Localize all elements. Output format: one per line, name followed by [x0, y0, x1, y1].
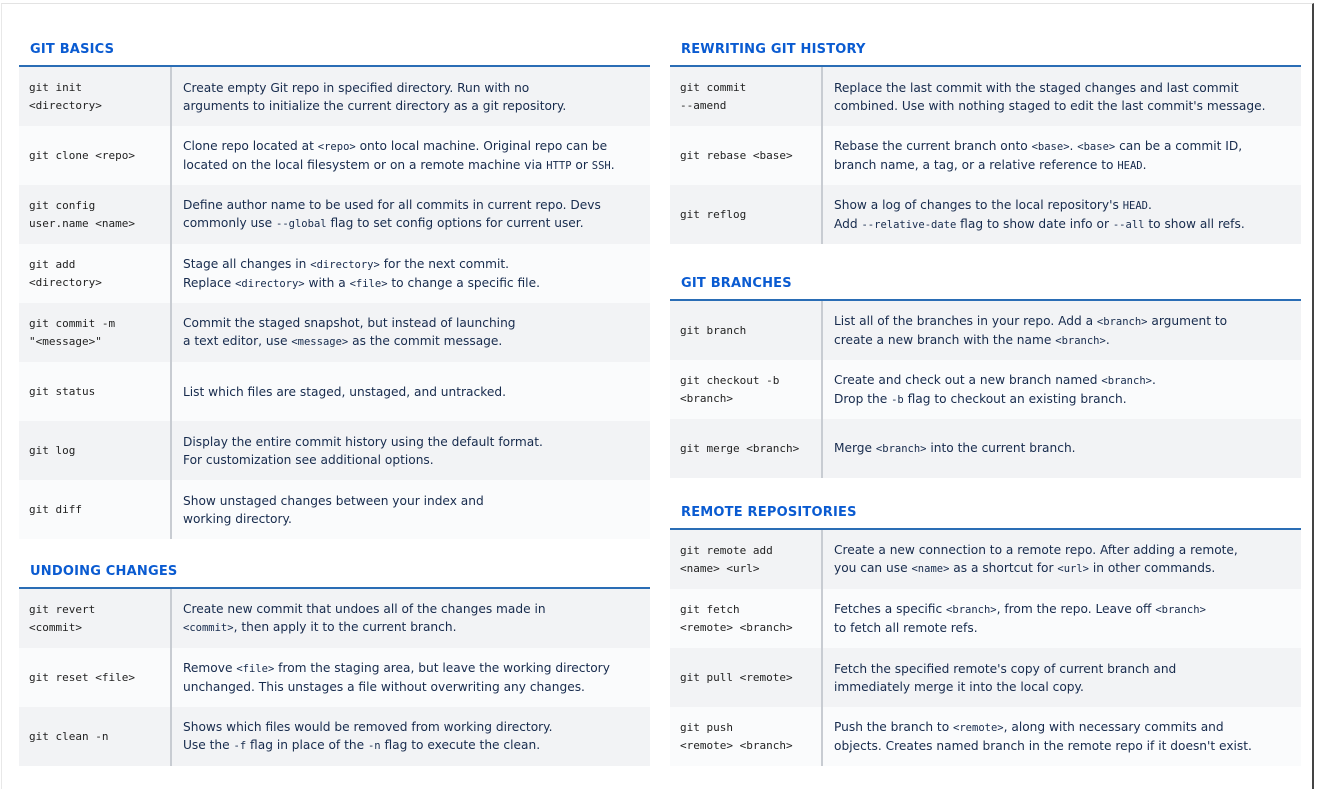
table-row	[19, 362, 650, 421]
section-title: REMOTE REPOSITORIES	[670, 496, 1301, 530]
section-undoing-changes	[19, 555, 650, 766]
table-row	[19, 185, 650, 244]
inline-code: --all	[1112, 218, 1145, 231]
description-cell	[172, 383, 650, 401]
description-text: into the current branch.	[926, 441, 1076, 455]
inline-code: <directory>	[310, 258, 380, 271]
table-row	[19, 67, 650, 126]
command-cell: git status	[19, 362, 172, 421]
description-text: Create new commit that undoes all of the changes made in	[183, 602, 546, 616]
inline-code: <url>	[1057, 563, 1089, 575]
command-table	[670, 301, 1301, 478]
description-text: flag to checkout an existing branch.	[903, 391, 1127, 406]
section-title: REWRITING GIT HISTORY	[670, 33, 1301, 67]
description-text: , from the repo. Leave off	[996, 602, 1156, 616]
command-cell: git merge <branch>	[670, 419, 823, 478]
description-text: flag to execute the clean.	[380, 738, 541, 752]
description-text: onto local machine. Original repo can be	[355, 138, 608, 153]
description-text: unchanged. This unstages a file without overwriting any changes.	[183, 680, 585, 694]
command-cell: git clean -n	[19, 707, 172, 766]
section-git-branches	[670, 267, 1301, 478]
inline-code: <file>	[236, 663, 275, 675]
description-text: Drop the	[834, 391, 892, 406]
description-text: objects. Creates named branch in the remote repo if it doesn't exist.	[834, 739, 1252, 753]
inline-code: --relative-date	[861, 218, 957, 231]
command-table	[670, 67, 1301, 244]
inline-code: SSH	[591, 159, 611, 172]
description-text: to change a specific file.	[387, 275, 540, 290]
description-text: , along with necessary commits and	[1003, 720, 1224, 734]
description-text: you can use	[834, 561, 912, 575]
description-text: Stage all changes in	[183, 256, 311, 271]
description-cell	[823, 196, 1301, 234]
inline-code: <directory>	[235, 277, 305, 290]
description-text: List all of the branches in your repo. Add a	[834, 313, 1097, 328]
description-text: located on the local filesystem or on a remote machine via	[183, 157, 547, 172]
command-cell: git fetch <remote> <branch>	[670, 589, 823, 648]
inline-code: <file>	[349, 277, 388, 290]
description-text: Fetches a specific	[834, 602, 947, 616]
description-text: Shows which files would be removed from working directory.	[183, 720, 553, 734]
inline-code: <name>	[911, 563, 950, 575]
inline-code: <remote>	[953, 722, 1004, 734]
description-text: flag to set config options for current user.	[326, 216, 584, 230]
inline-code: HEAD	[1117, 159, 1143, 172]
command-cell: git commit -m "<message>"	[19, 303, 172, 362]
description-text: Create empty Git repo in specified directory. Run with no	[183, 80, 530, 95]
description-cell	[823, 660, 1301, 696]
section-rewriting-git-history	[670, 33, 1301, 244]
command-cell: git revert <commit>	[19, 589, 172, 648]
description-text: Show a log of changes to the local repository's	[834, 197, 1123, 212]
table-row	[19, 648, 650, 707]
description-text: with a	[304, 275, 350, 290]
description-text: arguments to initialize the current directory as a git repository.	[183, 98, 567, 113]
section-git-basics	[19, 33, 650, 539]
description-cell	[823, 371, 1301, 409]
description-text: .	[610, 157, 615, 172]
description-text: Add	[834, 216, 862, 231]
table-row	[670, 67, 1301, 126]
description-cell	[172, 79, 650, 115]
description-cell	[823, 79, 1301, 115]
table-row	[19, 589, 650, 648]
inline-code: <base>	[1031, 140, 1070, 153]
table-row	[670, 301, 1301, 360]
description-text: .	[1151, 372, 1156, 387]
description-text: to fetch all remote refs.	[834, 621, 978, 635]
table-row	[670, 185, 1301, 244]
command-cell: git checkout -b <branch>	[670, 360, 823, 419]
description-text: Rebase the current branch onto	[834, 138, 1032, 153]
description-text: from the staging area, but leave the working directory	[274, 661, 610, 675]
description-text: Define author name to be used for all commits in current repo. Devs	[183, 198, 601, 212]
command-cell: git add <directory>	[19, 244, 172, 303]
description-text: argument to	[1147, 313, 1228, 328]
description-text: Show unstaged changes between your index and	[183, 493, 484, 508]
description-text: as a shortcut for	[949, 561, 1058, 575]
description-text: Merge	[834, 441, 876, 455]
description-cell	[172, 314, 650, 351]
description-cell	[172, 659, 650, 696]
inline-code: <branch>	[946, 604, 997, 616]
description-text: .	[1105, 332, 1110, 347]
inline-code: HTTP	[546, 159, 572, 172]
description-text: Push the branch to	[834, 720, 954, 734]
command-cell: git push <remote> <branch>	[670, 707, 823, 766]
description-text: Replace	[183, 275, 236, 290]
inline-code: <base>	[1077, 140, 1116, 153]
description-cell	[172, 137, 650, 175]
inline-code: <branch>	[875, 443, 927, 455]
table-row	[670, 419, 1301, 478]
command-cell: git rebase <base>	[670, 126, 823, 185]
description-cell	[823, 137, 1301, 175]
inline-code: -f	[233, 740, 247, 752]
table-row	[19, 244, 650, 303]
description-text: Commit the staged snapshot, but instead of launching	[183, 316, 516, 330]
inline-code: -b	[891, 393, 904, 406]
description-cell	[823, 541, 1301, 578]
table-row	[670, 360, 1301, 419]
inline-code: <commit>	[183, 622, 234, 634]
description-text: in other commands.	[1088, 561, 1216, 575]
description-cell	[172, 492, 650, 528]
section-title: UNDOING CHANGES	[19, 555, 650, 589]
description-cell	[823, 439, 1301, 458]
table-row	[19, 707, 650, 766]
description-text: For customization see additional options.	[183, 452, 434, 467]
command-cell: git pull <remote>	[670, 648, 823, 707]
command-cell: git commit --amend	[670, 67, 823, 126]
description-cell	[172, 433, 650, 469]
description-text: working directory.	[183, 511, 292, 526]
description-cell	[172, 196, 650, 233]
inline-code: <branch>	[1096, 315, 1148, 328]
command-table	[19, 589, 650, 766]
inline-code: <branch>	[1155, 604, 1206, 616]
description-text: commonly use	[183, 216, 277, 230]
description-text: Clone repo located at	[183, 138, 318, 153]
command-cell: git config user.name <name>	[19, 185, 172, 244]
description-text: Use the	[183, 738, 234, 752]
section-remote-repositories	[670, 496, 1301, 766]
command-cell: git clone <repo>	[19, 126, 172, 185]
table-row	[670, 707, 1301, 766]
description-text: Display the entire commit history using the default format.	[183, 434, 543, 449]
description-text: , then apply it to the current branch.	[233, 620, 457, 634]
description-text: .	[1069, 138, 1078, 153]
table-row	[19, 480, 650, 539]
description-text: Create a new connection to a remote repo. After adding a remote,	[834, 543, 1238, 557]
table-row	[19, 421, 650, 480]
command-cell: git reset <file>	[19, 648, 172, 707]
description-text: flag to show date info or	[956, 216, 1113, 231]
section-title: GIT BRANCHES	[670, 267, 1301, 301]
description-cell	[172, 255, 650, 293]
command-cell: git diff	[19, 480, 172, 539]
description-cell	[823, 312, 1301, 350]
inline-code: -n	[367, 740, 381, 752]
table-row	[670, 648, 1301, 707]
description-text: for the next commit.	[379, 256, 510, 271]
command-table	[670, 530, 1301, 766]
description-text: or	[571, 157, 592, 172]
description-text: combined. Use with nothing staged to edit the last commit's message.	[834, 98, 1266, 113]
section-title: GIT BASICS	[19, 33, 650, 67]
description-text: Replace the last commit with the staged changes and last commit	[834, 80, 1239, 95]
table-row	[670, 530, 1301, 589]
description-cell	[823, 600, 1301, 637]
description-text: branch name, a tag, or a relative reference to	[834, 157, 1118, 172]
inline-code: <branch>	[1055, 334, 1106, 347]
command-table	[19, 67, 650, 539]
description-text: can be a commit ID,	[1115, 138, 1243, 153]
inline-code: <repo>	[317, 140, 356, 153]
description-text: create a new branch with the name	[834, 332, 1056, 347]
command-cell: git log	[19, 421, 172, 480]
description-text: Create and check out a new branch named	[834, 372, 1102, 387]
description-text: immediately merge it into the local copy.	[834, 679, 1084, 694]
description-text: a text editor, use	[183, 334, 292, 348]
description-text: Remove	[183, 661, 237, 675]
description-cell	[172, 600, 650, 637]
description-cell	[823, 718, 1301, 755]
table-row	[19, 303, 650, 362]
command-cell: git init <directory>	[19, 67, 172, 126]
description-text: as the commit message.	[348, 334, 503, 348]
description-text: flag in place of the	[246, 738, 368, 752]
description-cell	[172, 718, 650, 755]
command-cell: git remote add <name> <url>	[670, 530, 823, 589]
description-text: to show all refs.	[1144, 216, 1245, 231]
inline-code: --global	[276, 218, 327, 230]
description-text: List which files are staged, unstaged, and untracked.	[183, 384, 506, 399]
description-text: .	[1148, 197, 1152, 212]
inline-code: HEAD	[1122, 199, 1149, 212]
table-row	[19, 126, 650, 185]
inline-code: <message>	[291, 336, 349, 348]
table-row	[670, 126, 1301, 185]
command-cell: git branch	[670, 301, 823, 360]
table-row	[670, 589, 1301, 648]
command-cell: git reflog	[670, 185, 823, 244]
description-text: .	[1142, 157, 1147, 172]
inline-code: <branch>	[1101, 374, 1152, 387]
description-text: Fetch the specified remote's copy of current branch and	[834, 661, 1177, 676]
